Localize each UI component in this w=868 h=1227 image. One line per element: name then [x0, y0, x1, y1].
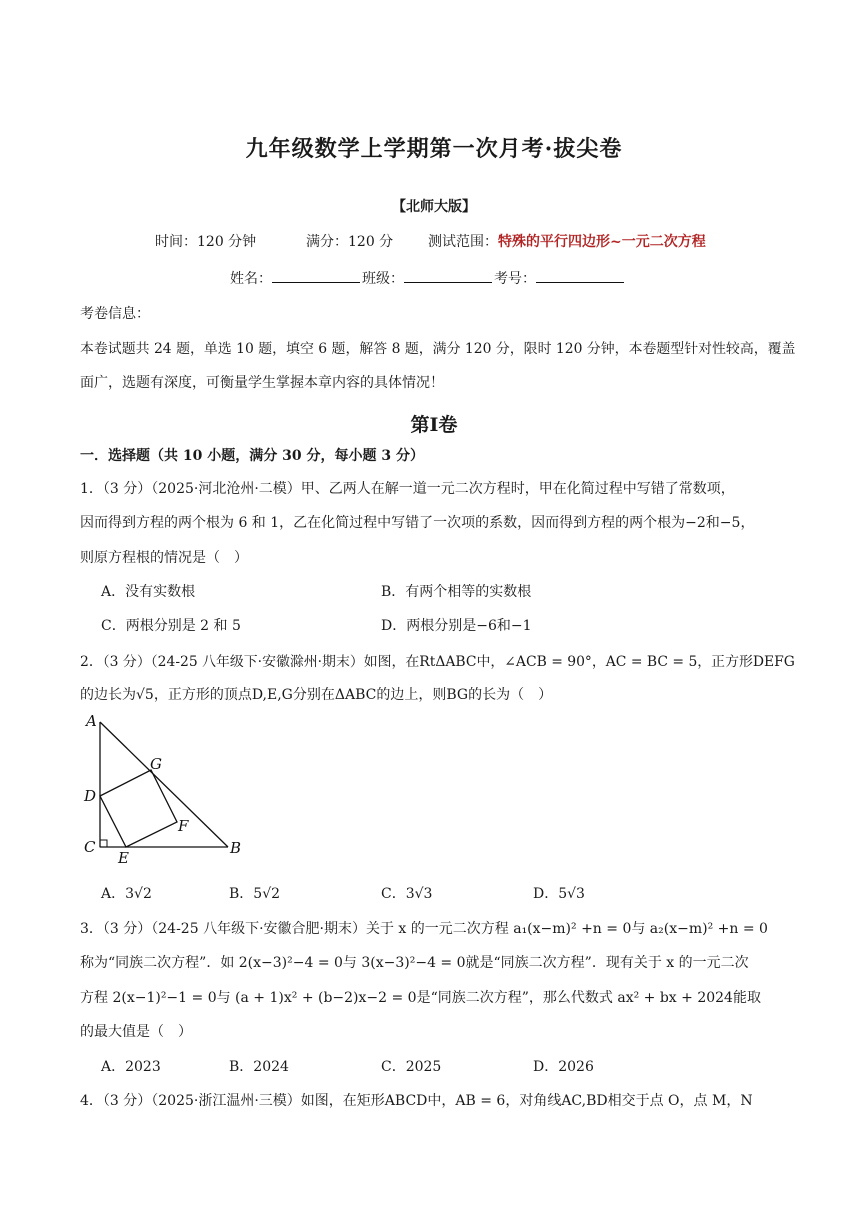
figure-label-b: B	[230, 839, 242, 857]
question-3-option-d[interactable]: D．2026	[533, 1059, 594, 1075]
figure-label-d: D	[84, 787, 97, 805]
figure-label-g: G	[150, 755, 162, 773]
question-3-line: 3．（3 分）（24-25 八年级下·安徽合肥·期末）关于 x 的一元二次方程 a₁(x−m)² +n = 0与 a₂(x−m)² +n = 0	[80, 921, 768, 937]
triangle-figure	[80, 710, 250, 870]
question-1-option-d[interactable]: D．两根分别是−6和−1	[381, 618, 532, 634]
question-2-option-a[interactable]: A．3√2	[101, 886, 152, 902]
question-1-line: 因而得到方程的两个根为 6 和 1，乙在化简过程中写错了一次项的系数，因而得到方程的两个根为−2和−5，	[80, 515, 755, 531]
question-2-line: 2．（3 分）（24-25 八年级下·安徽滁州·期末）如图，在RtΔABC中，∠ACB = 90°，AC = BC = 5，正方形DEFG	[80, 654, 795, 670]
question-3-line: 的最大值是（ ）	[80, 1024, 192, 1040]
name-label: 姓名：	[230, 271, 272, 287]
question-2-line: 的边长为√5，正方形的顶点D,E,G分别在ΔABC的边上，则BG的长为（ ）	[80, 687, 553, 703]
question-1-line: 则原方程根的情况是（ ）	[80, 550, 248, 566]
scope-label: 测试范围：	[428, 234, 498, 250]
question-3-line: 方程 2(x−1)²−1 = 0与 (a + 1)x² + (b−2)x−2 = 0是“同族二次方程”，那么代数式 ax² + bx + 2024能取	[80, 990, 761, 1006]
edition-label: 【北师大版】	[392, 199, 476, 215]
question-1-line: 1．（3 分）（2025·河北沧州·二模）甲、乙两人在解一道一元二次方程时，甲在化简过程中写错了常数项，	[80, 481, 735, 497]
question-1-option-b[interactable]: B．有两个相等的实数根	[381, 584, 532, 600]
question-3-option-c[interactable]: C．2025	[381, 1059, 442, 1075]
figure-label-e: E	[118, 849, 129, 867]
question-4-line: 4．（3 分）（2025·浙江温州·三模）如图，在矩形ABCD中，AB = 6，对角线AC,BD相交于点 O，点 M，N	[80, 1093, 753, 1109]
info-line: 本卷试题共 24 题，单选 10 题，填空 6 题，解答 8 题，满分 120 分，限时 120 分钟，本卷题型针对性较高，覆盖	[80, 341, 796, 357]
question-3-option-a[interactable]: A．2023	[101, 1059, 161, 1075]
figure-label-a: A	[86, 712, 97, 730]
scope-value: 特殊的平行四边形~一元二次方程	[498, 234, 706, 250]
test-scope	[428, 231, 706, 251]
question-2-option-c[interactable]: C．3√3	[381, 886, 433, 902]
question-2-option-b[interactable]: B．5√2	[229, 886, 281, 902]
info-line: 面广，选题有深度，可衡量学生掌握本章内容的具体情况！	[80, 375, 444, 391]
info-heading: 考卷信息：	[80, 306, 150, 322]
question-3-line: 称为“同族二次方程”．如 2(x−3)²−4 = 0与 3(x−3)²−4 = 0就是“同族二次方程”．现有关于 x 的一元二次	[80, 955, 749, 971]
exam-no-field[interactable]	[536, 268, 624, 283]
exam-time: 时间：120 分钟	[155, 234, 257, 250]
question-1-option-a[interactable]: A．没有实数根	[101, 584, 196, 600]
question-3-option-b[interactable]: B．2024	[229, 1059, 289, 1075]
exam-no-label: 考号：	[494, 271, 536, 287]
figure-label-c: C	[84, 838, 96, 856]
question-2-option-d[interactable]: D．5√3	[533, 886, 585, 902]
page-title: 九年级数学上学期第一次月考·拔尖卷	[245, 136, 623, 162]
student-info-row	[230, 268, 626, 288]
full-score: 满分：120 分	[306, 234, 394, 250]
question-1-option-c[interactable]: C．两根分别是 2 和 5	[101, 618, 241, 634]
figure-label-f: F	[178, 817, 189, 835]
class-label: 班级：	[362, 271, 404, 287]
part-title: 第Ⅰ卷	[410, 414, 458, 436]
class-field[interactable]	[404, 268, 492, 283]
section-title: 一．选择题（共 10 小题，满分 30 分，每小题 3 分）	[80, 448, 424, 464]
name-field[interactable]	[272, 268, 360, 283]
